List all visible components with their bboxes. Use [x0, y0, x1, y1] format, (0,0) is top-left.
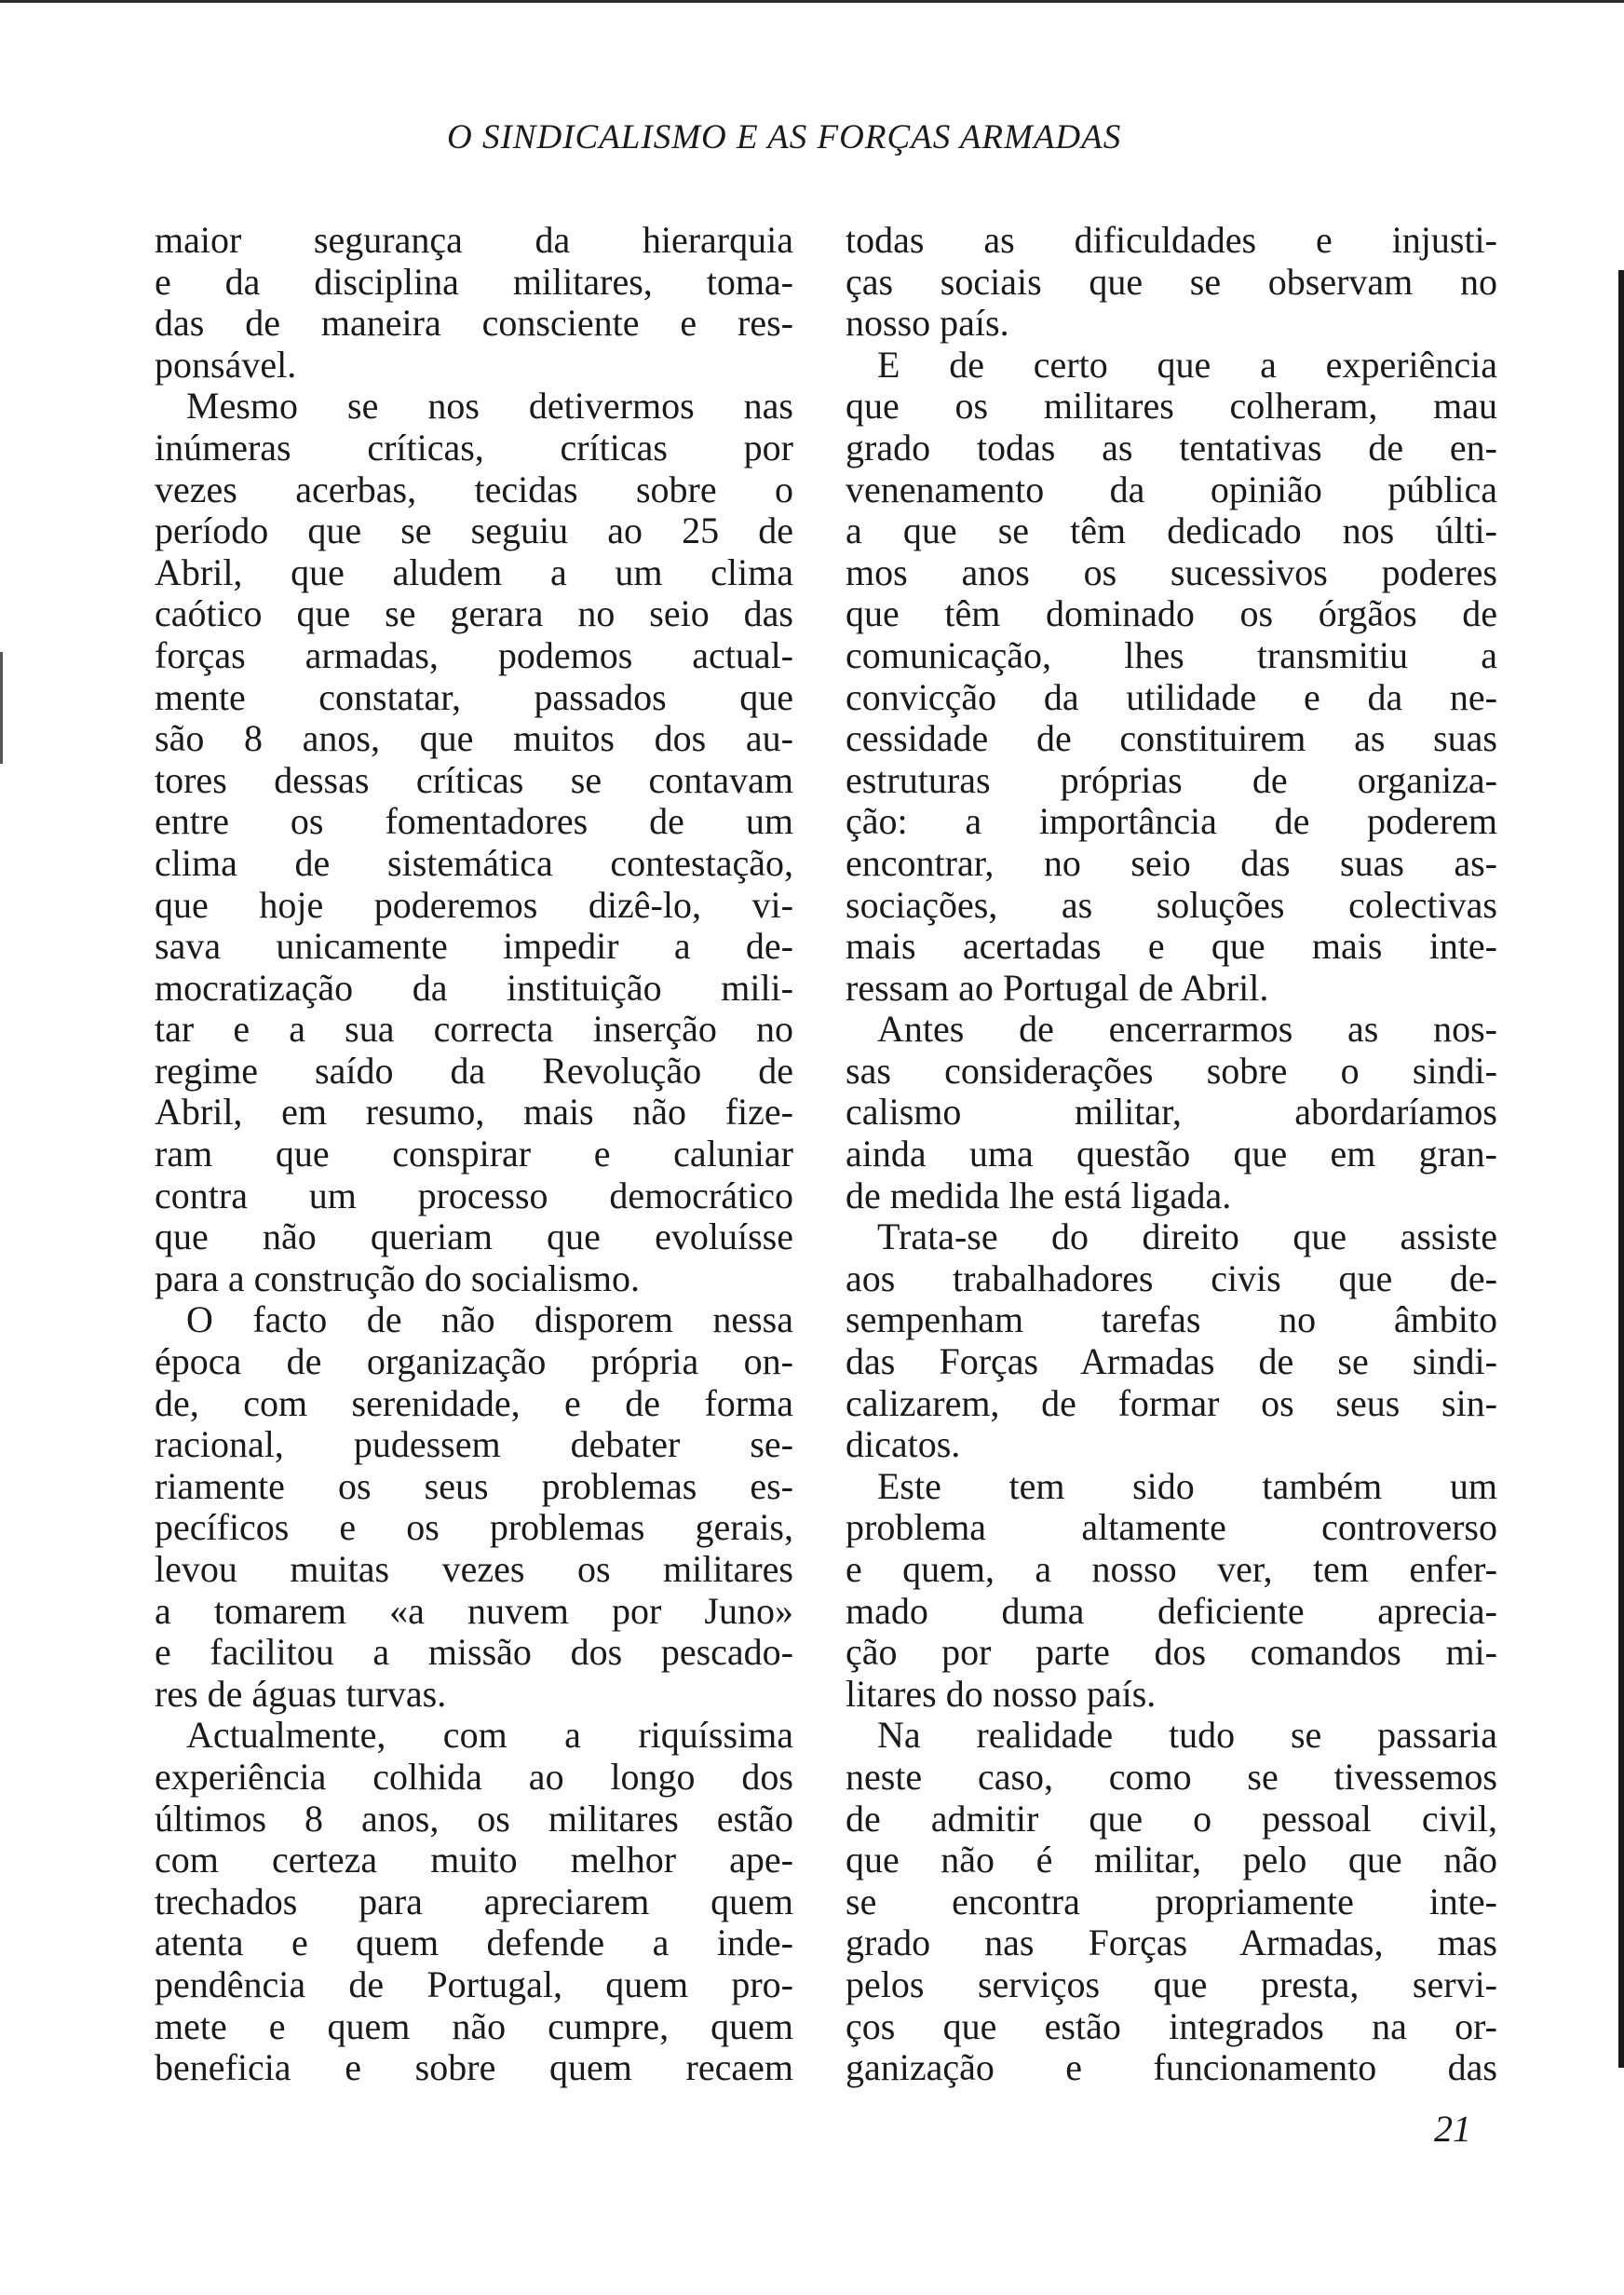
text-line: ressam ao Portugal de Abril. [846, 966, 1269, 1009]
text-line: mado duma deficiente aprecia- [846, 1589, 1497, 1632]
top-edge-rule [0, 0, 1624, 3]
text-line: dicatos. [846, 1423, 961, 1466]
text-line: que os militares colheram, mau [846, 385, 1497, 428]
text-line: vezes acerbas, tecidas sobre o [155, 468, 793, 510]
text-line: estruturas próprias de organiza- [846, 758, 1497, 801]
text-line: sociações, as soluções colectivas [846, 883, 1497, 926]
text-line: que hoje poderemos dizê-lo, vi- [155, 883, 793, 926]
text-line: são 8 anos, que muitos dos au- [155, 717, 793, 760]
text-line: Na realidade tudo se passaria [877, 1714, 1497, 1757]
text-line: Este tem sido também um [877, 1464, 1497, 1507]
text-line: beneficia e sobre quem recaem [155, 2046, 793, 2089]
text-line: problema altamente controverso [846, 1506, 1497, 1549]
text-line: aos trabalhadores civis que de- [846, 1256, 1497, 1299]
text-line: mais acertadas e que mais inte- [846, 925, 1497, 968]
text-line: inúmeras críticas, críticas por [155, 426, 793, 469]
text-line: E de certo que a experiência [877, 343, 1497, 386]
text-line: trechados para apreciarem quem [155, 1880, 793, 1922]
text-line: convicção da utilidade e da ne- [846, 675, 1497, 718]
text-line: encontrar, no seio das suas as- [846, 841, 1497, 884]
text-line: clima de sistemática contestação, [155, 841, 793, 884]
text-line: levou muitas vezes os militares [155, 1548, 793, 1590]
right-page-edge-shadow [1618, 270, 1624, 2068]
text-line: Actualmente, com a riquíssima [186, 1714, 793, 1757]
text-line: pecíficos e os problemas gerais, [155, 1506, 793, 1549]
text-line: ção: a importância de poderem [846, 800, 1497, 843]
text-line: todas as dificuldades e injusti- [846, 219, 1497, 261]
left-text-column [155, 220, 793, 2089]
text-line: de, com serenidade, e de forma [155, 1381, 793, 1424]
text-line: mete e quem não cumpre, quem [155, 2004, 793, 2047]
text-line: e da disciplina militares, toma- [155, 260, 793, 303]
text-line: calizarem, de formar os seus sin- [846, 1381, 1497, 1424]
text-line: de admitir que o pessoal civil, [846, 1797, 1497, 1840]
text-line: comunicação, lhes transmitiu a [846, 633, 1497, 676]
text-line: ainda uma questão que em gran- [846, 1133, 1497, 1175]
text-line: neste caso, como se tivessemos [846, 1755, 1497, 1798]
text-line: forças armadas, podemos actual- [155, 633, 793, 676]
text-line: período que se seguiu ao 25 de [155, 509, 793, 552]
text-line: sas considerações sobre o sindi- [846, 1049, 1497, 1092]
text-line: Mesmo se nos detivermos nas [186, 385, 793, 428]
text-line: maior segurança da hierarquia [155, 219, 793, 261]
text-line: pendência de Portugal, quem pro- [155, 1962, 793, 2005]
text-line: que têm dominado os órgãos de [846, 592, 1497, 635]
text-line: Abril, que aludem a um clima [155, 550, 793, 593]
text-line: caótico que se gerara no seio das [155, 592, 793, 635]
text-line: res de águas turvas. [155, 1672, 447, 1715]
text-line: com certeza muito melhor ape- [155, 1839, 793, 1881]
text-line: Abril, em resumo, mais não fize- [155, 1091, 793, 1134]
text-line: nosso país. [846, 302, 1009, 345]
text-line: O facto de não disporem nessa [186, 1298, 793, 1341]
text-line: para a construção do socialismo. [155, 1256, 640, 1299]
text-line: grado todas as tentativas de en- [846, 426, 1497, 469]
text-line: entre os fomentadores de um [155, 800, 793, 843]
text-line: das de maneira consciente e res- [155, 302, 793, 345]
text-line: ços que estão integrados na or- [846, 2004, 1497, 2047]
text-line: regime saído da Revolução de [155, 1049, 793, 1092]
text-line: experiência colhida ao longo dos [155, 1755, 793, 1798]
text-line: sava unicamente impedir a de- [155, 925, 793, 968]
text-line: atenta e quem defende a inde- [155, 1922, 793, 1964]
text-line: e quem, a nosso ver, tem enfer- [846, 1548, 1497, 1590]
text-line: se encontra propriamente inte- [846, 1880, 1497, 1922]
text-line: grado nas Forças Armadas, mas [846, 1922, 1497, 1964]
text-line: contra um processo democrático [155, 1174, 793, 1216]
text-line: ganização e funcionamento das [846, 2046, 1497, 2089]
text-line: riamente os seus problemas es- [155, 1464, 793, 1507]
text-line: calismo militar, abordaríamos [846, 1091, 1497, 1134]
text-line: ção por parte dos comandos mi- [846, 1631, 1497, 1674]
text-line: pelos serviços que presta, servi- [846, 1962, 1497, 2005]
text-line: sempenham tarefas no âmbito [846, 1298, 1497, 1341]
text-line: a tomarem «a nuvem por Juno» [155, 1589, 793, 1632]
right-text-column [846, 220, 1497, 2089]
text-line: cessidade de constituirem as suas [846, 717, 1497, 760]
text-line: ças sociais que se observam no [846, 260, 1497, 303]
text-line: e facilitou a missão dos pescado- [155, 1631, 793, 1674]
text-line: venenamento da opinião pública [846, 468, 1497, 510]
text-line: ponsável. [155, 343, 297, 386]
text-line: ram que conspirar e caluniar [155, 1133, 793, 1175]
text-line: época de organização própria on- [155, 1340, 793, 1383]
text-line: litares do nosso país. [846, 1672, 1157, 1715]
text-line: de medida lhe está ligada. [846, 1174, 1232, 1216]
text-line: mente constatar, passados que [155, 675, 793, 718]
text-line: a que se têm dedicado nos últi- [846, 509, 1497, 552]
text-line: tores dessas críticas se contavam [155, 758, 793, 801]
text-line: das Forças Armadas de se sindi- [846, 1340, 1497, 1383]
text-line: mocratização da instituição mili- [155, 966, 793, 1009]
text-line: racional, pudessem debater se- [155, 1423, 793, 1466]
text-line: que não queriam que evoluísse [155, 1215, 793, 1258]
text-line: Trata-se do direito que assiste [877, 1215, 1497, 1258]
running-head: O SINDICALISMO E AS FORÇAS ARMADAS [447, 118, 1122, 156]
text-line: mos anos os sucessivos poderes [846, 550, 1497, 593]
text-line: tar e a sua correcta inserção no [155, 1008, 793, 1051]
text-line: que não é militar, pelo que não [846, 1839, 1497, 1881]
text-line: últimos 8 anos, os militares estão [155, 1797, 793, 1840]
text-line: Antes de encerrarmos as nos- [877, 1008, 1497, 1051]
page-number: 21 [1434, 2108, 1471, 2150]
left-page-edge-mark [0, 652, 3, 764]
